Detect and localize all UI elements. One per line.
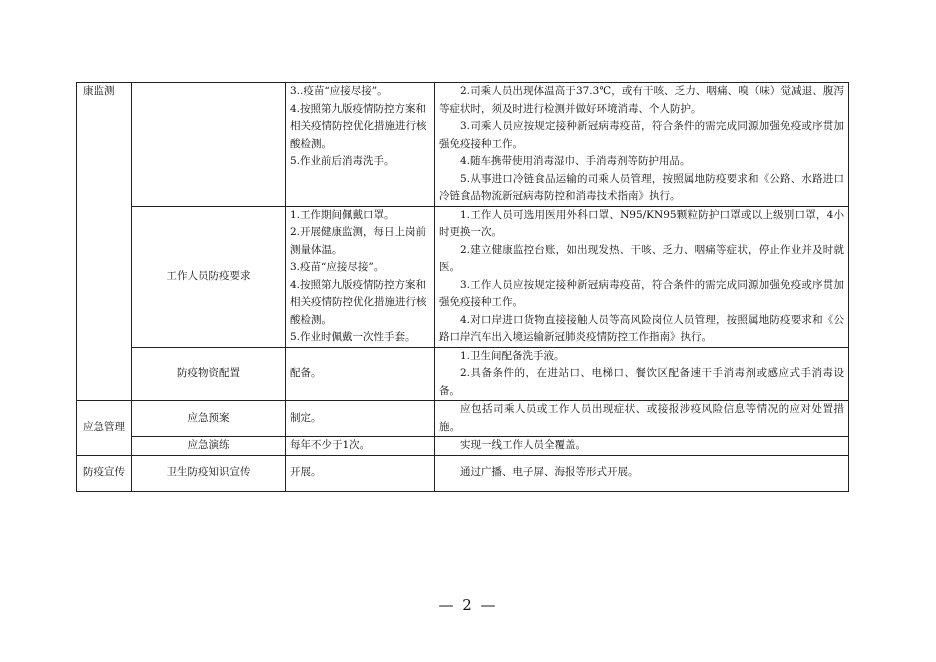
measure-line: 3..疫苗“应接尽接”。 — [290, 85, 388, 97]
requirements-cell — [435, 437, 849, 456]
measure-line: 每年不少于1次。 — [290, 439, 371, 451]
item-cell: 应急演练 — [132, 437, 286, 456]
requirement-line: 2.司乘人员出现体温高于37.3℃，或有干咳、乏力、咽痛、嗅（味）觉减退、腹泻等症状时，须及时进行检测并做好环境消毒、个人防护。 — [439, 85, 844, 115]
requirement-line: 5.从事进口冷链食品运输的司乘人员管理，按照属地防疫要求和《公路、水路进口冷链食品物流新冠病毒防控和消毒技术指南》执行。 — [439, 172, 844, 202]
measures-cell — [286, 83, 435, 207]
item-cell: 应急预案 — [132, 401, 286, 437]
requirements-cell — [435, 347, 849, 401]
page-number: — 2 — — [438, 596, 498, 614]
category-cell: 防疫宣传 — [77, 455, 132, 491]
item-cell: 卫生防疫知识宣传 — [132, 455, 286, 491]
measure-line: 5.作业前后消毒洗手。 — [290, 155, 395, 167]
measure-line: 5.作业时佩戴一次性手套。 — [290, 331, 416, 343]
category-cell: 康监测 — [77, 83, 132, 401]
requirement-line: 3.工作人员应按规定接种新冠病毒疫苗，符合条件的需完成同源加强免疫或序贯加强免疫接种工作。 — [439, 278, 844, 308]
requirement-line: 4.随车携带使用消毒湿巾、手消毒剂等防护用品。 — [460, 155, 691, 167]
item-cell — [132, 83, 286, 207]
requirement-line: 2.具备条件的，在进站口、电梯口、餐饮区配备速干手消毒剂或感应式手消毒设备。 — [439, 367, 844, 397]
requirements-cell — [435, 83, 849, 207]
table-row — [77, 401, 849, 437]
measures-cell — [286, 206, 435, 347]
requirements-cell — [435, 455, 849, 491]
table-row — [77, 347, 849, 401]
measure-line: 制定。 — [290, 411, 322, 424]
table-row — [77, 83, 849, 207]
requirement-line: 3.司乘人员应按规定接种新冠病毒疫苗，符合条件的需完成同源加强免疫或序贯加强免疫接种工作。 — [439, 120, 844, 150]
item-cell: 工作人员防疫要求 — [132, 206, 286, 347]
requirement-line: 4.对口岸进口货物直接接触人员等高风险岗位人员管理，按照属地防疫要求和《公路口岸汽车出入境运输新冠肺炎疫情防控工作指南》执行。 — [439, 313, 844, 343]
measure-line: 1.工作期间佩戴口罩。 — [290, 208, 395, 221]
requirement-line: 实现一线工作人员全覆盖。 — [460, 439, 586, 451]
requirement-line: 2.建立健康监控台账，如出现发热、干咳、乏力、咽痛等症状，停止作业并及时就医。 — [439, 243, 844, 273]
measure-line: 2.开展健康监测，每日上岗前测量体温。 — [290, 226, 427, 256]
measure-line: 开展。 — [290, 466, 322, 479]
requirement-line: 1.工作人员可选用医用外科口罩、N95/KN95颗粒防护口罩或以上级别口罩，4小时更换一次。 — [439, 208, 844, 238]
category-cell: 应急管理 — [77, 401, 132, 456]
requirements-cell — [435, 206, 849, 347]
measures-cell — [286, 455, 435, 491]
measures-cell — [286, 437, 435, 456]
requirement-line: 通过广播、电子屏、海报等形式开展。 — [460, 466, 639, 479]
requirement-line: 应包括司乘人员或工作人员出现症状、或接报涉疫风险信息等情况的应对处置措施。 — [439, 403, 844, 433]
measures-table — [76, 82, 849, 492]
measures-cell — [286, 401, 435, 437]
measure-line: 4.按照第九版疫情防控方案和相关疫情防控优化措施进行核酸检测。 — [290, 278, 427, 326]
item-cell: 防疫物资配置 — [132, 347, 286, 401]
table-row — [77, 437, 849, 456]
table-row — [77, 206, 849, 347]
requirement-line: 1.卫生间配备洗手液。 — [460, 349, 565, 362]
requirements-cell — [435, 401, 849, 437]
measure-line: 4.按照第九版疫情防控方案和相关疫情防控优化措施进行核酸检测。 — [290, 102, 427, 150]
measure-line: 配备。 — [290, 367, 322, 379]
table-row — [77, 455, 849, 491]
measure-line: 3.疫苗“应接尽接”。 — [290, 261, 385, 273]
measures-cell — [286, 347, 435, 401]
